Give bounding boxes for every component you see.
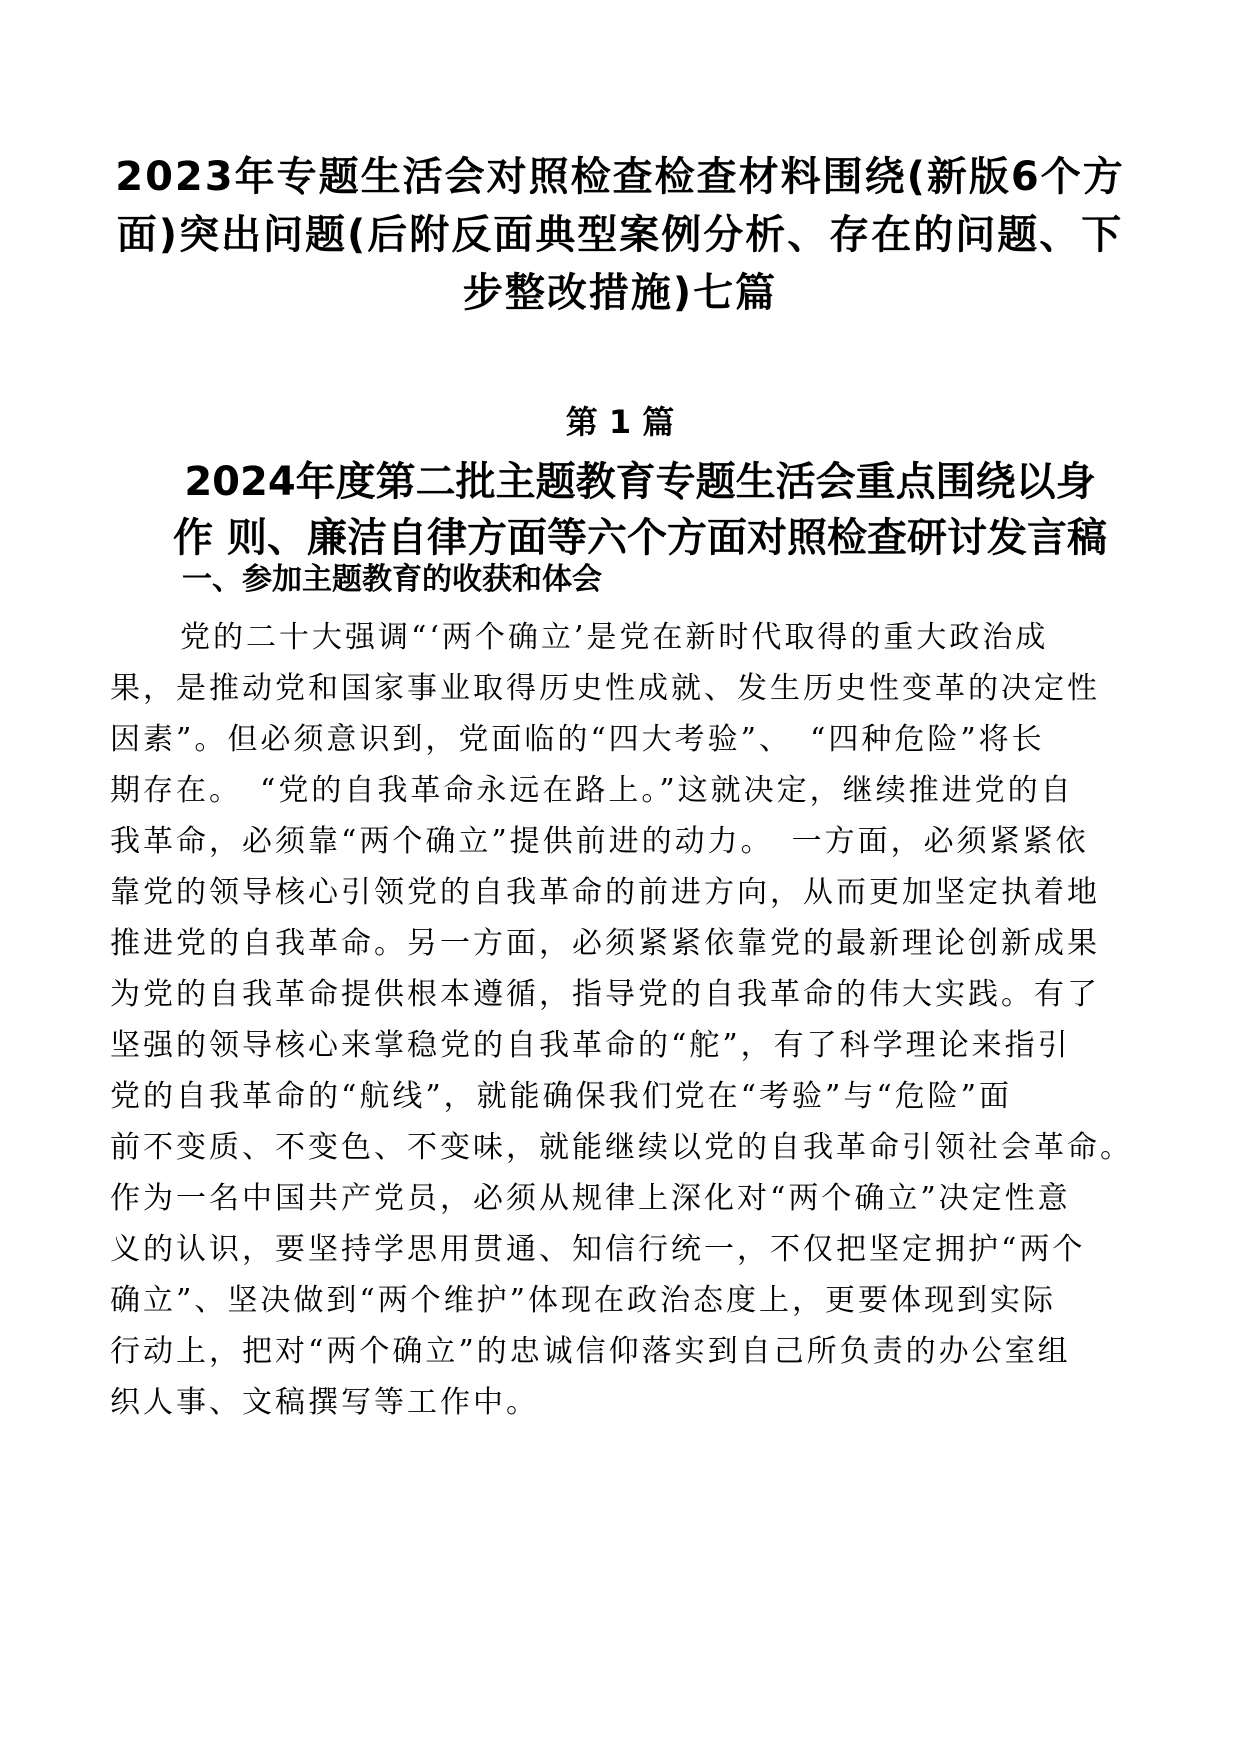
body-line: 党的二十大强调“‘两个确立’是党在新时代取得的重大政治成 xyxy=(180,620,1049,655)
body-line: 行动上，把对“两个确立”的忠诚信仰落实到自己所负责的办公室组 xyxy=(110,1334,1071,1369)
body-line: 前不变质、不变色、不变味，就能继续以党的自我革命引领社会革命。 xyxy=(110,1130,1133,1165)
part-label: 第 1 篇 xyxy=(565,403,675,441)
document-title-line: 2023年专题生活会对照检查检查材料围绕(新版6个方 xyxy=(115,154,1125,200)
body-line: 果，是推动党和国家事业取得历史性成就、发生历史性变革的决定性 xyxy=(110,671,1100,706)
body-line: 织人事、文稿撰写等工作中。 xyxy=(110,1385,539,1420)
body-line: 靠党的领导核心引领党的自我革命的前进方向，从而更加坚定执着地 xyxy=(110,875,1100,910)
section-heading: 一、参加主题教育的收获和体会 xyxy=(182,562,602,597)
body-line: 义的认识，要坚持学思用贯通、知信行统一，不仅把坚定拥护“两个 xyxy=(110,1232,1086,1267)
document-title-line: 面)突出问题(后附反面典型案例分析、存在的问题、下 xyxy=(116,212,1124,258)
body-line: 我革命，必须靠“两个确立”提供前进的动力。 一方面，必须紧紧依 xyxy=(110,824,1089,859)
body-line: 坚强的领导核心来掌稳党的自我革命的“舵”，有了科学理论来指引 xyxy=(110,1028,1071,1063)
body-line: 党的自我革命的“航线”，就能确保我们党在“考验”与“危险”面 xyxy=(110,1079,1013,1114)
body-line: 为党的自我革命提供根本遵循，指导党的自我革命的伟大实践。有了 xyxy=(110,977,1100,1012)
body-line: 因素”。但必须意识到，党面临的“四大考验”、 “四种危险”将长 xyxy=(110,722,1045,757)
body-line: 确立”、坚决做到“两个维护”体现在政治态度上，更要体现到实际 xyxy=(110,1283,1057,1318)
document-title-line: 步整改措施)七篇 xyxy=(462,270,778,316)
body-line: 期存在。 “党的自我革命永远在路上。”这就决定，继续推进党的自 xyxy=(110,773,1074,808)
document-title xyxy=(110,148,1130,322)
body-line: 作为一名中国共产党员，必须从规律上深化对“两个确立”决定性意 xyxy=(110,1181,1071,1216)
speech-title-line: 2024年度第二批主题教育专题生活会重点围绕以身 xyxy=(184,459,1096,505)
body-line: 推进党的自我革命。另一方面，必须紧紧依靠党的最新理论创新成果 xyxy=(110,926,1100,961)
body-text xyxy=(110,612,1140,1428)
speech-title-line: 作 则、廉洁自律方面等六个方面对照检查研讨发言稿 xyxy=(173,515,1107,561)
speech-title xyxy=(160,454,1120,566)
